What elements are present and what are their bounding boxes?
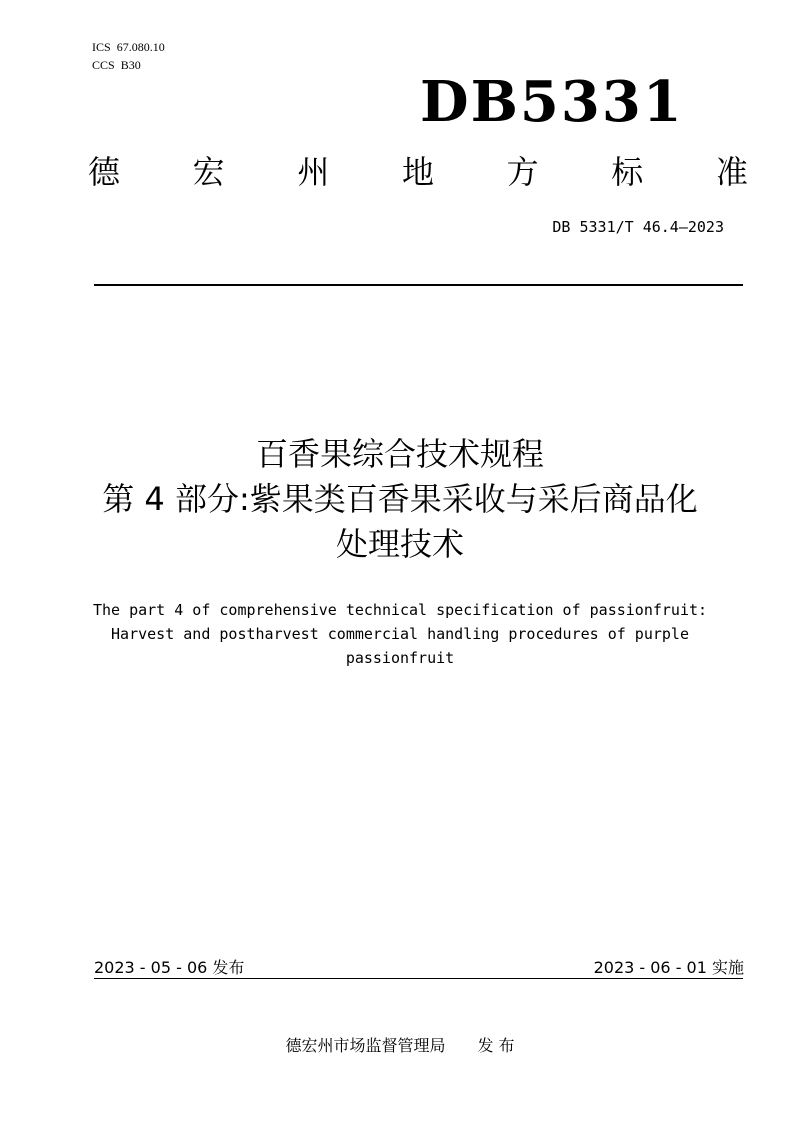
english-title-line: Harvest and postharvest commercial handling procedures of purple (111, 625, 689, 643)
standard-type-char: 德 (88, 153, 121, 191)
ics-value: 67.080.10 (116, 40, 165, 54)
ccs-value: B30 (120, 58, 141, 72)
english-title-line: passionfruit (345, 649, 455, 667)
ccs-row (92, 56, 171, 74)
header-divider (94, 284, 743, 286)
chinese-title (40, 432, 760, 567)
standard-type-char: 地 (401, 153, 434, 191)
standard-type-title (88, 150, 748, 194)
chinese-title-line: 处理技术 (335, 525, 464, 563)
ics-row (92, 38, 171, 56)
chinese-title-line: 百香果综合技术规程 (255, 435, 544, 473)
chinese-title-line: 第 4 部分:紫果类百香果采收与采后商品化 (102, 480, 698, 518)
publisher-name: 德宏州市场监督管理局 (285, 1036, 446, 1055)
standard-number: DB 5331/T 46.4—2023 (552, 218, 724, 236)
standard-type-char: 准 (715, 153, 748, 191)
implementation-date: 2023 - 06 - 01 实施 (593, 958, 744, 977)
standard-type-char: 方 (506, 153, 539, 191)
english-title (60, 598, 740, 670)
standard-type-char: 州 (297, 153, 330, 191)
ccs-label: CCS (92, 58, 115, 72)
footer-divider (94, 978, 743, 979)
standard-type-char: 标 (611, 153, 644, 191)
publish-word: 发 布 (477, 1036, 515, 1055)
db-code-logo: DB5331 (420, 69, 684, 135)
ics-label: ICS (92, 40, 111, 54)
issue-date: 2023 - 05 - 06 发布 (94, 958, 245, 977)
standard-type-char: 宏 (192, 153, 225, 191)
publisher-line (0, 1033, 800, 1056)
classification-codes (92, 38, 171, 74)
english-title-line: The part 4 of comprehensive technical specification of passionfruit: (92, 601, 708, 619)
